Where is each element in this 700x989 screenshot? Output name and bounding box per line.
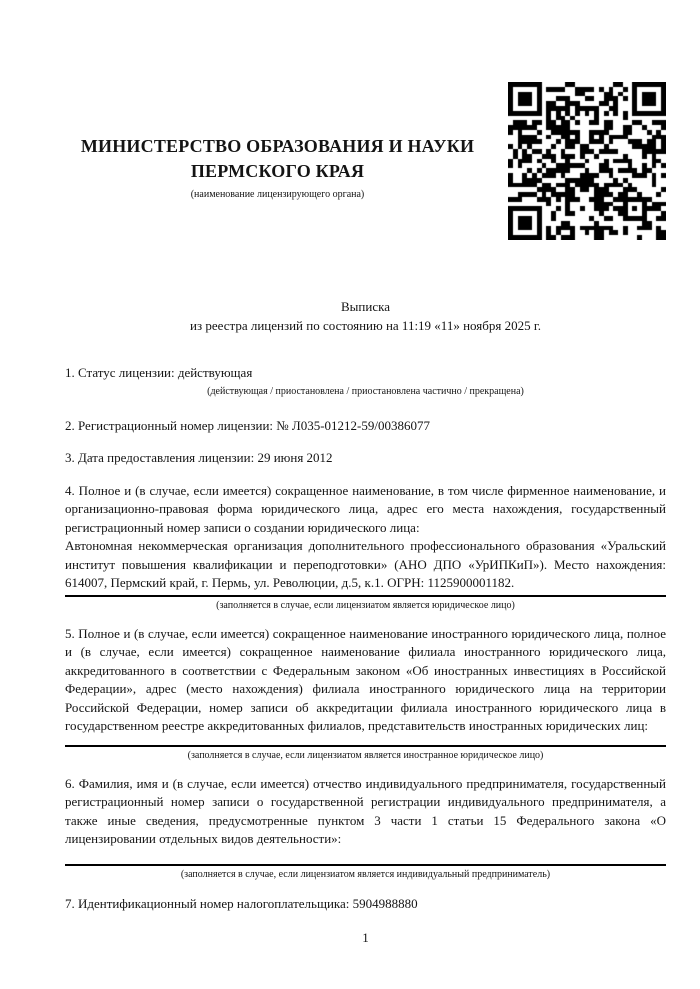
individual-entrepreneur-caption: (заполняется в случае, если лицензиатом является индивидуальный предприниматель) <box>180 868 551 880</box>
document-title <box>65 297 666 335</box>
ministry-name-line2: ПЕРМСКОГО КРАЯ <box>190 161 365 181</box>
taxpayer-number-section <box>65 895 666 914</box>
document-title-line1: Выписка <box>341 299 390 314</box>
qr-code-image <box>508 82 666 240</box>
legal-entity-caption: (заполняется в случае, если лицензиатом является юридическое лицо) <box>216 599 515 611</box>
registration-number-section <box>65 417 666 436</box>
document-title-line2: из реестра лицензий по состоянию на 11:19 «11» ноября 2025 г. <box>190 318 541 333</box>
foreign-entity-heading: 5. Полное и (в случае, если имеется) сокращенное наименование иностранного юридического лица, полное и (в случае, если имеется) сокращенное наименование филиала иностранного юридического лица, аккредитованного в соответствии с Федеральным законом «Об иностранных инвестициях в Российской Федерации», адрес (место нахождения) филиала иностранного юридического лица на территории Российской Федерации, номер записи об аккредитации филиала иностранного юридического лица в государственном реестре аккредитованных филиалов, представительств иностранных юридических лиц: <box>65 625 666 733</box>
licensing-authority-block <box>65 134 508 201</box>
foreign-entity-section <box>65 625 666 762</box>
page-footer <box>65 929 666 947</box>
license-grant-date-text: 3. Дата предоставления лицензии: 29 июня 2012 <box>65 450 333 465</box>
license-status-options-caption: (действующая / приостановлена / приостановлена частично / прекращена) <box>207 385 524 397</box>
registration-number-text: 2. Регистрационный номер лицензии: № Л035-01212-59/00386077 <box>65 417 431 433</box>
individual-entrepreneur-section <box>65 775 666 881</box>
document-header <box>65 0 666 240</box>
foreign-entity-blank-value <box>65 736 666 743</box>
license-grant-date-section <box>65 449 666 468</box>
individual-entrepreneur-rule <box>65 864 666 866</box>
individual-entrepreneur-blank-value <box>65 849 666 862</box>
legal-entity-rule <box>65 595 666 597</box>
license-status-text: 1. Статус лицензии: действующая <box>65 365 253 380</box>
page-number: 1 <box>362 930 369 945</box>
ministry-name-line1: МИНИСТЕРСТВО ОБРАЗОВАНИЯ И НАУКИ <box>80 136 475 156</box>
legal-entity-section <box>65 482 666 612</box>
foreign-entity-rule <box>65 745 666 747</box>
individual-entrepreneur-heading: 6. Фамилия, имя и (в случае, если имеется) отчество индивидуального предпринимателя, государственный регистрационный номер записи о государственной регистрации индивидуального предпринимателя, а также иные сведения, предусмотренные пунктом 3 части 1 статьи 15 Федерального закона «О лицензировании отдельных видов деятельности»: <box>65 775 666 846</box>
licensing-authority-caption: (наименование лицензирующего органа) <box>190 189 365 200</box>
taxpayer-number-text: 7. Идентификационный номер налогоплательщика: 5904988880 <box>65 895 418 911</box>
license-status-section <box>65 364 666 398</box>
legal-entity-value: Автономная некоммерческая организация дополнительного профессионального образования «Уральский институт повышения квалификации и переподготовки» (АНО ДПО «УрИПКиП»). Место нахождения: 614007, Пермский край, г. Пермь, ул. Революции, д.5, к.1. ОГРН: 1125900001182. <box>65 538 666 590</box>
foreign-entity-caption: (заполняется в случае, если лицензиатом является иностранное юридическое лицо) <box>187 749 544 761</box>
legal-entity-heading: 4. Полное и (в случае, если имеется) сокращенное наименование, в том числе фирменное наименование, и организационно-правовая форма юридического лица, адрес его места нахождения, государственный регистрационный номер записи о создании юридического лица: <box>65 482 666 535</box>
